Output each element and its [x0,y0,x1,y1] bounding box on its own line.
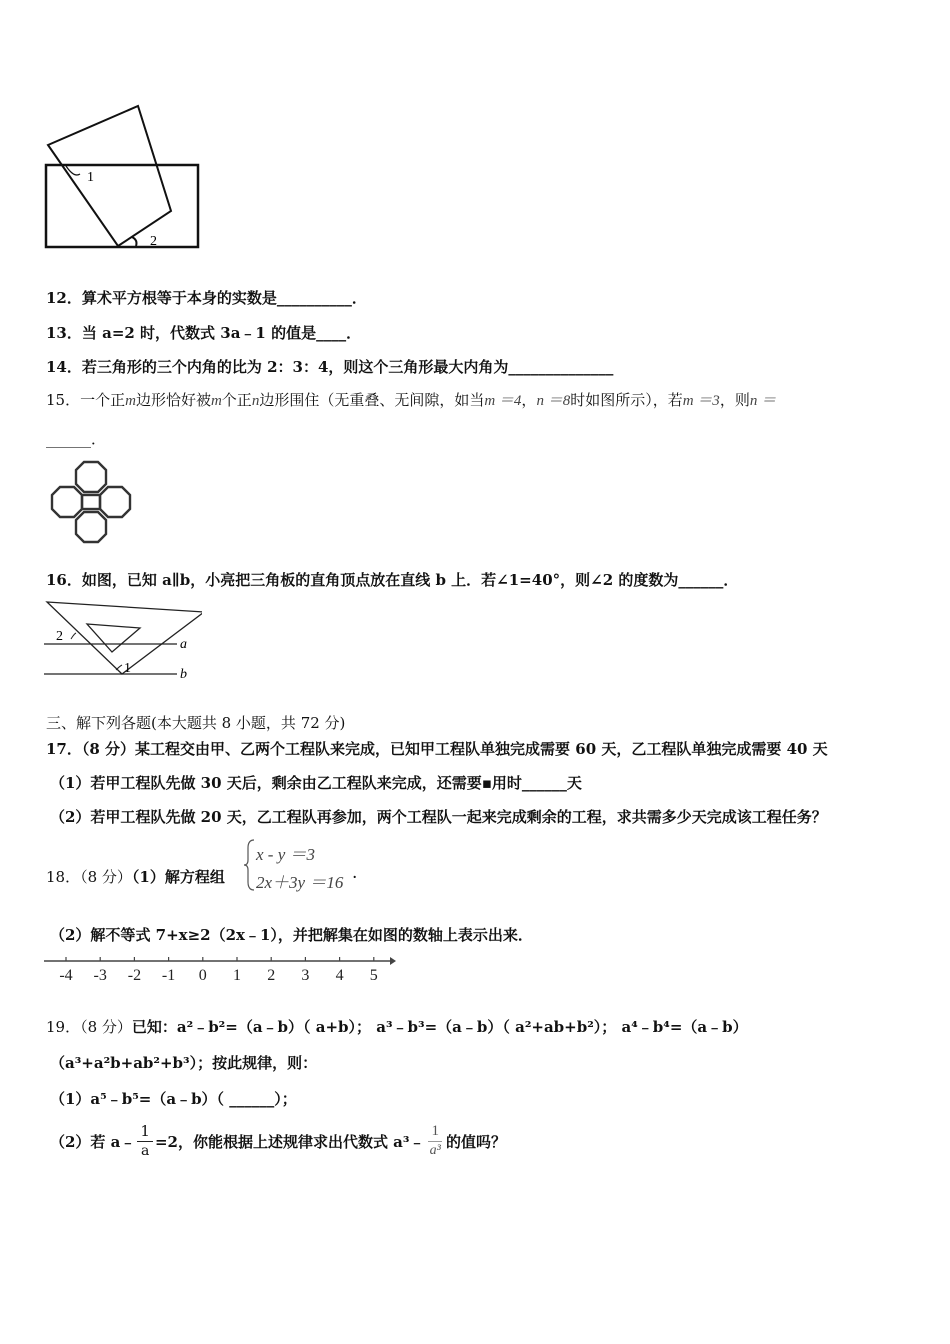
angle2-mark [71,633,76,639]
question-13: 13．当 a=2 时，代数式 3a﹣1 的值是____． [46,324,362,342]
q15-part3: 个正 [221,391,252,409]
number-line-arrow [390,957,396,965]
tick-label-3: -1 [161,967,176,984]
fig16-angle1: 1 [124,661,131,676]
question-19-part1: （1）a⁵﹣b⁵=（a﹣b）（ ______）； [50,1090,297,1108]
fraction2-numerator: 1 [428,1124,442,1142]
tick-label-7: 3 [301,967,310,984]
tick-label-1: -3 [93,967,107,984]
q15-m-second: m [210,393,222,409]
q15-part5: 时如图所示），若 [570,391,683,409]
q19-p2-text-c: 的值吗？ [445,1132,506,1151]
q15-m4: m ＝4 [484,393,522,409]
question-19-line1 [46,1016,748,1037]
angle1-label: 1 [87,170,94,185]
question-17-part1: （1）若甲工程队先做 30 天后，剩余由乙工程队来完成，还需要▪用时______天 [50,774,582,792]
tick-label-4: 0 [198,967,207,984]
fraction2-denominator: a³ [429,1143,441,1158]
section-3-title: 三、解下列各题(本大题共 8 小题，共 72 分) [46,714,346,732]
q15-m: m [125,393,136,409]
question-15 [46,389,776,410]
question-17-head: 17．（8 分）某工程交由甲、乙两个工程队来完成，已知甲工程队单独完成需要 60 天，乙工程队单独完成需要 40 天 [46,740,828,758]
fraction-1-over-a [137,1124,153,1158]
q15-n8: n ＝8 [536,393,571,409]
number-line [40,952,400,988]
q15-part6: ，则 [719,391,750,409]
figure-rectangle-strip [40,100,205,255]
equation-1: x - y ＝3 [256,845,316,864]
question-17-part2: （2）若甲工程队先做 20 天，乙工程队再参加，两个工程队一起来完成剩余的工程，求共需多少天完成该工程任务？ [50,808,827,826]
q19-label: 19．（8 分） [46,1018,132,1036]
q18-part1-label: （1）解方程组 [131,868,225,886]
tick-label-2: -2 [127,967,142,984]
q15-part2: 边形恰好被 [135,391,211,409]
equation-2: 2x＋3y ＝16 [256,873,344,892]
q15-part4: 边形围住（无重叠、无间隙，如当 [259,391,485,409]
q18-label: 18．（8 分） [46,868,132,886]
fig16-angle2: 2 [56,629,63,644]
q19-p2-text-a: （2）若 a﹣ [50,1132,136,1151]
center-square [82,495,100,509]
fraction1-numerator: 1 [137,1124,153,1142]
angle1-mark [116,665,122,670]
figure-parallel-lines-triangle [42,598,202,683]
angle2-label: 2 [150,234,157,249]
figure-octagons [50,460,132,546]
q15-blank: ______． [46,430,107,448]
tick-label-5: 1 [233,967,241,984]
q15-comma: ， [521,391,537,409]
question-18-part2: （2）解不等式 7+x≥2（2x﹣1），并把解集在如图的数轴上表示出来． [50,926,533,944]
q19-text1: 已知：a²﹣b²=（a﹣b）（ a+b）； a³﹣b³=（a﹣b）（ a²+ab+b²）； a⁴﹣b⁴=（a﹣b） [131,1018,748,1036]
question-14: 14．若三角形的三个内角的比为 2：3：4，则这个三角形最大内角为______________ [46,358,614,376]
question-18-head [46,866,225,887]
tick-label-0: -4 [59,967,73,984]
tick-label-9: 5 [369,967,378,984]
question-16: 16．如图，已知 a∥b，小亮把三角板的直角顶点放在直线 b 上．若∠1=40°，则∠2 的度数为______． [46,571,739,589]
octagon-left [52,487,82,517]
fig16-line-b-label: b [180,667,187,682]
tick-label-6: 2 [267,967,276,984]
q19-p2-text-b: =2，你能根据上述规律求出代数式 a³﹣ [154,1132,425,1151]
outer-rectangle [46,165,198,247]
question-19-line2: （a³+a²b+ab²+b³）；按此规律，则： [50,1054,318,1072]
octagon-bottom [76,512,106,542]
q15-n: n [251,393,260,409]
q15-m3: m ＝3 [682,393,720,409]
tick-label-8: 4 [335,967,344,984]
question-19-part2 [50,1124,506,1158]
q15-neq: n ＝ [749,393,777,409]
angle2-arc [132,237,137,246]
octagon-right [100,487,130,517]
tilted-rectangle [48,106,171,246]
q15-part1: 15．一个正 [46,391,126,409]
fig16-line-a-label: a [180,637,187,652]
fraction1-denominator: a [140,1143,150,1159]
equation-dot: · [352,868,358,888]
question-12: 12．算术平方根等于本身的实数是__________． [46,289,367,307]
fraction-1-over-a-cubed [428,1124,442,1158]
octagon-top [76,462,106,492]
